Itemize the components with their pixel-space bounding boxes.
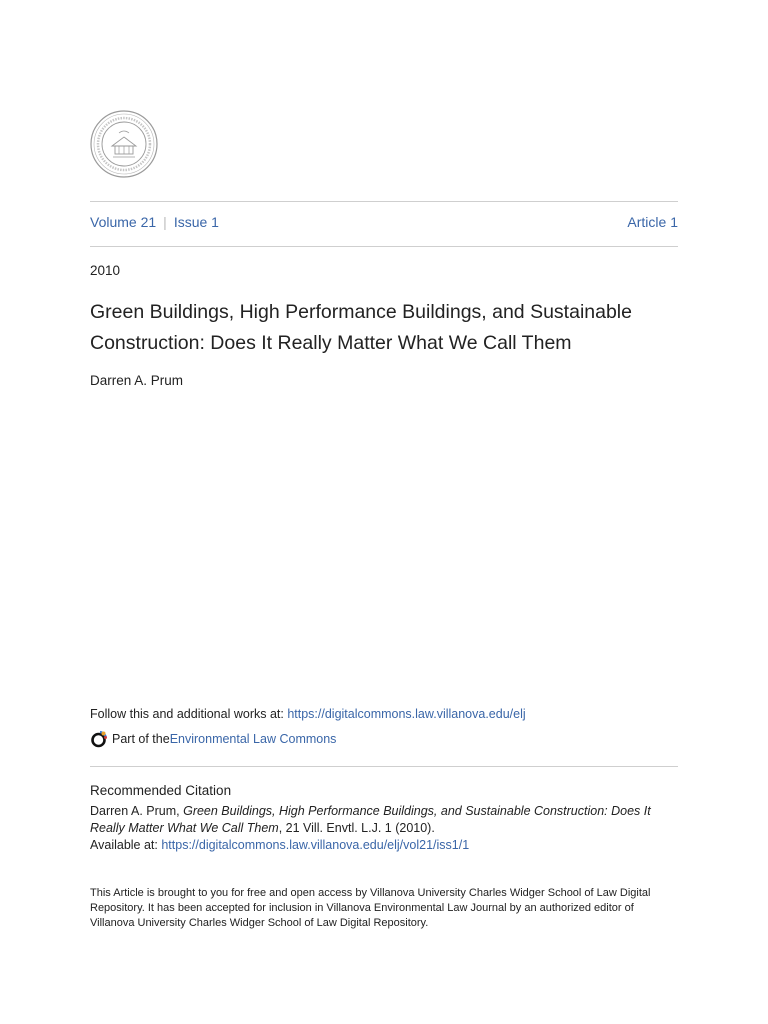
citation-source: , 21 Vill. Envtl. L.J. 1 (2010). — [278, 821, 435, 835]
available-at-link[interactable]: https://digitalcommons.law.villanova.edu/elj/vol21/iss1/1 — [161, 838, 470, 852]
part-of-line — [90, 730, 336, 748]
law-school-seal-icon — [89, 108, 159, 180]
citation-block — [90, 803, 680, 854]
follow-prefix: Follow this and additional works at: — [90, 707, 288, 721]
publication-year: 2010 — [90, 263, 121, 278]
follow-url-link[interactable]: https://digitalcommons.law.villanova.edu/elj — [287, 707, 526, 721]
article-link[interactable]: Article 1 — [627, 214, 678, 230]
digital-commons-network-icon — [90, 730, 108, 748]
volume-issue-separator: | — [163, 214, 167, 230]
citation-author: Darren A. Prum, — [90, 804, 184, 818]
part-of-prefix: Part of the — [112, 732, 170, 746]
repository-disclaimer: This Article is brought to you for free and open access by Villanova University Charles Widger School of Law Digital Repository. It has been accepted for inclusion in Villanova Environmental Law Journal by an authorized editor of Villanova University Charles Widger School of Law Digital Repository. — [90, 887, 651, 929]
volume-link[interactable]: Volume 21 — [90, 214, 157, 230]
article-author: Darren A. Prum — [90, 373, 184, 388]
recommended-citation-heading: Recommended Citation — [90, 783, 232, 798]
environmental-law-commons-link[interactable]: Environmental Law Commons — [169, 732, 337, 746]
follow-line — [90, 707, 526, 721]
issue-link[interactable]: Issue 1 — [173, 214, 219, 230]
volume-issue-row — [90, 214, 678, 232]
article-title: Green Buildings, High Performance Buildings, and Sustainable Construction: Does It Really Matter What We Call Them — [90, 301, 632, 354]
citation-title: Green Buildings, High Performance Buildings, and Sustainable Construction: Does It Really Matter What We Call Them — [90, 804, 651, 835]
header-top-divider — [90, 201, 678, 202]
citation-divider — [90, 766, 678, 767]
header-bottom-divider — [90, 246, 678, 247]
available-at-prefix: Available at: — [90, 838, 162, 852]
